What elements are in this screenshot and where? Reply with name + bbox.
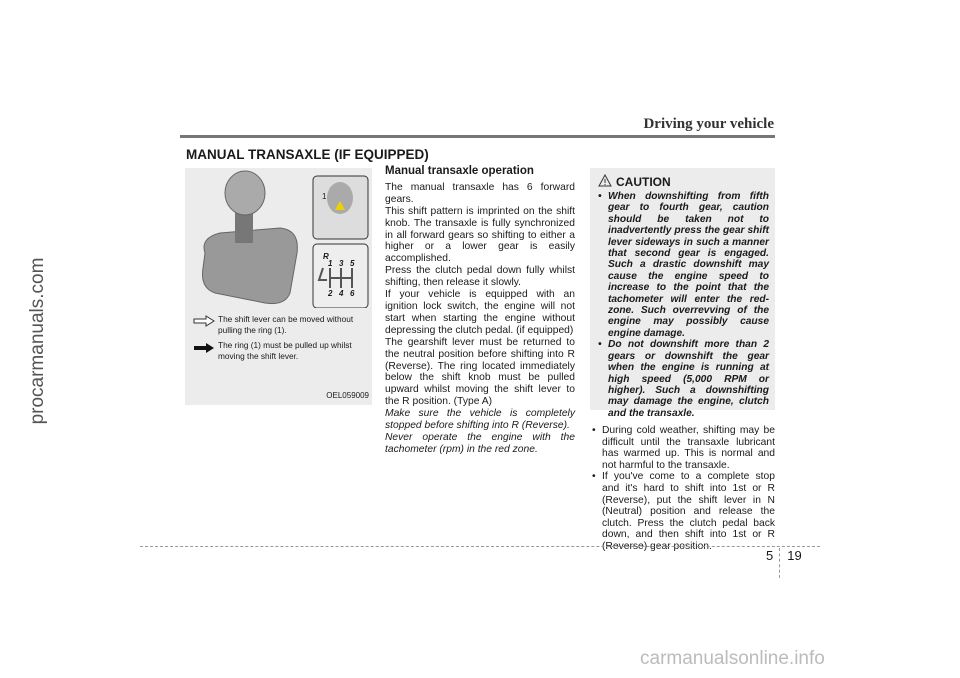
caution-item: • Do not downshift more than 2 gears or downshift the gear when the engine is running at high speed (5,000 RPM or higher). Such a downshifting may damage the engine, clutch and the transaxle.	[596, 339, 769, 419]
paragraph: The manual transaxle has 6 forward gears.	[385, 181, 575, 205]
caption-ring-pull: The ring (1) must be pulled up whilst moving the shift lever.	[218, 340, 352, 361]
paragraph: The gearshift lever must be returned to the neutral position before shifting into R (Reverse). The ring located immediately below the shift knob must be pulled upward whilst moving the shift lever to the R position. (Type A)	[385, 336, 575, 408]
callout-label: 1	[322, 192, 327, 201]
section-heading: Manual transaxle operation	[385, 165, 534, 177]
paragraph: Press the clutch pedal down fully whilst shifting, then release it slowly.	[385, 265, 575, 289]
italic-note: Never operate the engine with the tachometer (rpm) in the red zone.	[385, 431, 575, 455]
shift-lever-figure	[185, 168, 372, 405]
bottom-watermark: carmanualsonline.info	[640, 648, 825, 669]
paragraph: If your vehicle is equipped with an ignition lock switch, the engine will not start when starting the engine without depressing the clutch pedal. (if equipped)	[385, 289, 575, 336]
italic-note: Make sure the vehicle is completely stopped before shifting into R (Reverse).	[385, 408, 575, 432]
caution-title: CAUTION	[616, 175, 671, 189]
outline-arrow-icon	[193, 315, 215, 327]
gear-3: 3	[339, 259, 344, 268]
footer-divider	[140, 546, 820, 547]
gear-r: R	[323, 252, 329, 261]
gear-2: 2	[328, 289, 333, 298]
page-index: 19	[787, 548, 802, 563]
tips-list	[590, 425, 775, 553]
side-watermark: procarmanuals.com	[27, 257, 48, 425]
gear-5: 5	[350, 259, 355, 268]
chapter-number: 5	[766, 548, 774, 563]
warning-icon	[598, 174, 612, 187]
caution-box	[590, 168, 775, 419]
main-column	[385, 166, 575, 456]
paragraph: This shift pattern is imprinted on the shift knob. The transaxle is fully synchronized in all forward gears so shifting to either a higher or a lower gear is easily accomplished.	[385, 205, 575, 265]
page-number	[766, 548, 802, 578]
caption-free-shift: The shift lever can be moved without pulling the ring (1).	[218, 314, 354, 335]
list-item: • During cold weather, shifting may be difficult until the transaxle lubricant has warmed up. This is normal and not harmful to the transaxle.	[590, 425, 775, 471]
solid-arrow-icon	[193, 342, 215, 354]
figure-id: OEL059009	[326, 391, 369, 400]
gear-1: 1	[328, 259, 333, 268]
gear-6: 6	[350, 289, 355, 298]
section-header: Driving your vehicle	[643, 116, 774, 132]
page-title: MANUAL TRANSAXLE (IF EQUIPPED)	[186, 147, 429, 162]
list-item: • If you've come to a complete stop and it's hard to shift into 1st or R (Reverse), put the shift lever in N (Neutral) position and release the clutch. Press the clutch pedal back down, and then shift into 1st or R (Reverse) gear position.	[590, 471, 775, 552]
caution-item: • When downshifting from fifth gear to fourth gear, caution should be taken not to inadvertently press the gear shift lever sideways in such a manner that second gear is engaged. Such a drastic downshift may cause the engine speed to increase to the point that the tachometer will enter the red-zone. Such overrevving of the engine may possibly cause engine damage.	[596, 191, 769, 339]
header-rule	[180, 135, 775, 138]
gear-4: 4	[339, 289, 344, 298]
shift-knob-illustration	[185, 168, 372, 308]
